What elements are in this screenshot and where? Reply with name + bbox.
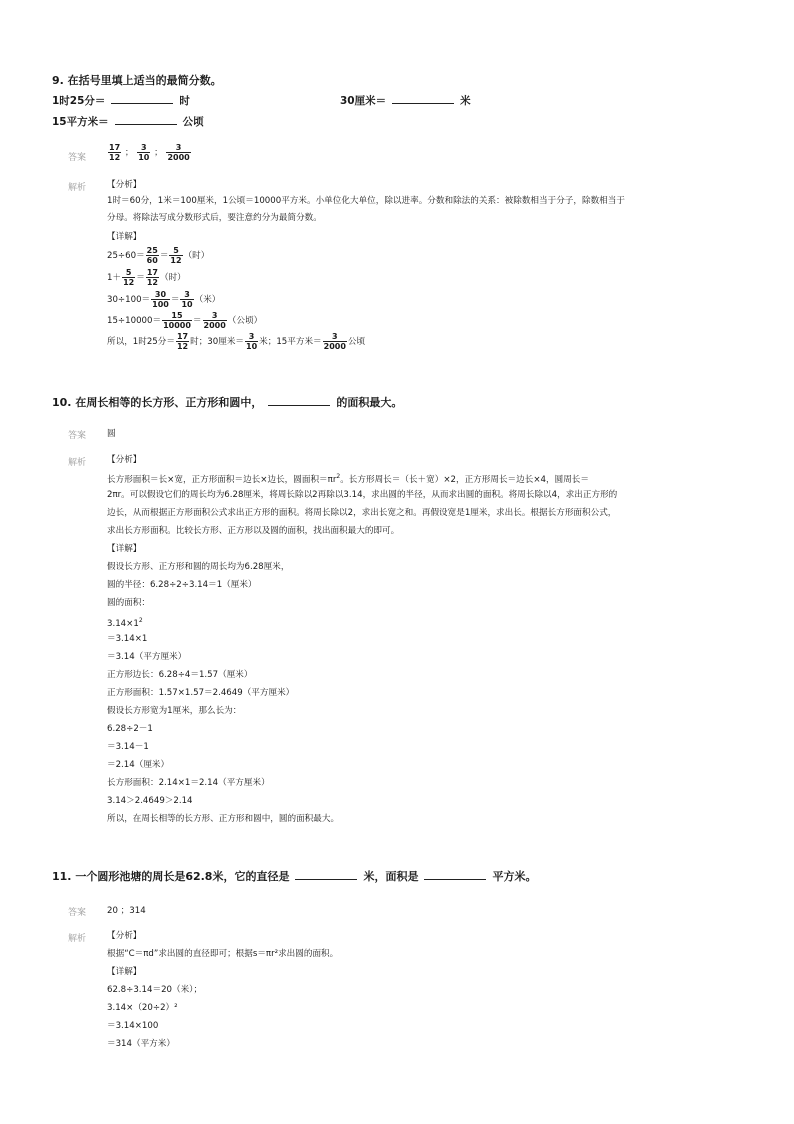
- q9-item-3: [52, 114, 204, 129]
- analysis-text: 边长，从而根据正方形面积公式求出正方形的面积。将周长除以2，求出长宽之和。再假设宽是1厘米，求出长。根据长方形面积公式，: [107, 508, 617, 518]
- q9-item-2-unit: 米: [460, 95, 471, 107]
- answer-label: 答案: [68, 153, 87, 163]
- calc-line: 圆的半径：6.28÷2÷3.14＝1（厘米）: [107, 580, 257, 590]
- calc-line: 62.8÷3.14＝20（米）；: [107, 985, 203, 995]
- calc-line: 1＋ $\frac{5}{12}$ ＝ $\frac{17}{12}$ （时）: [107, 268, 186, 287]
- answer-blank[interactable]: [392, 93, 454, 104]
- fraction: $\frac{3}{2000}$: [167, 143, 190, 162]
- q9-item-1-text: 1时25分＝: [52, 95, 106, 107]
- calc-line: 3.14＞2.4649＞2.14: [107, 796, 193, 806]
- calc-line: 3.14×（20÷2）²: [107, 1003, 178, 1013]
- q9-item-1-unit: 时: [179, 95, 190, 107]
- calc-line: 正方形面积：1.57×1.57＝2.4649（平方厘米）: [107, 688, 295, 698]
- fraction: $\frac{3}{10}$: [138, 143, 150, 162]
- analysis-text: 分母。将除法写成分数形式后，要注意约分为最简分数。: [107, 213, 322, 223]
- calc-line: 长方形面积：2.14×1＝2.14（平方厘米）: [107, 778, 270, 788]
- analysis-label: 解析: [68, 934, 87, 944]
- q11-title: 11. 一个圆形池塘的周长是62.8米，它的直径是 米，面积是 平方米。: [52, 870, 537, 883]
- analysis-text: 长方形面积＝长×宽，正方形面积＝边长×边长，圆面积$=\pi r^2$。长方形周长＝（长＋宽）×2，正方形周长＝边长×4，圆周长＝: [107, 473, 589, 485]
- analysis-heading: 【分析】: [107, 455, 142, 465]
- calc-line: ＝3.14（平方厘米）: [107, 652, 187, 662]
- calc-line: 25÷60＝ $\frac{25}{60}$ ＝ $\frac{5}{12}$ （时）: [107, 246, 210, 265]
- analysis-label: 解析: [68, 458, 87, 468]
- calc-line: ＝2.14（厘米）: [107, 760, 170, 770]
- calc-line: 正方形边长：6.28÷4＝1.57（厘米）: [107, 670, 253, 680]
- calc-line: ＝314（平方米）: [107, 1039, 175, 1049]
- analysis-text: 求出长方形面积。比较长方形、正方形以及圆的面积，找出面积最大的即可。: [107, 526, 400, 536]
- analysis-label: 解析: [68, 183, 87, 193]
- analysis-heading: 【分析】: [107, 180, 142, 190]
- analysis-text: 根据“C＝πd”求出圆的直径即可；根据s＝πr²求出圆的面积。: [107, 949, 339, 959]
- calc-line: 圆的面积：: [107, 598, 150, 608]
- answer-blank[interactable]: [268, 395, 330, 406]
- calc-line: 15÷10000＝ $\frac{15}{10000}$ ＝ $\frac{3}{2000}$ （公顷）: [107, 311, 263, 330]
- answer-blank[interactable]: [111, 93, 173, 104]
- q9-title: 9. 在括号里填上适当的最简分数。: [52, 74, 222, 87]
- calc-line: 所以，1时25分＝ $\frac{17}{12}$ 时；30厘米＝ $\frac{3}{10}$ 米；15平方米＝ $\frac{3}{2000}$ 公顷: [107, 332, 366, 351]
- q9-item-2-text: 30厘米＝: [340, 95, 387, 107]
- calc-line: 30÷100＝ $\frac{30}{100}$ ＝ $\frac{3}{10}$ （米）: [107, 290, 221, 309]
- calc-line: 假设长方形宽为1厘米，那么长为：: [107, 706, 242, 716]
- calc-line: 6.28÷2－1: [107, 724, 153, 734]
- detail-heading: 【详解】: [107, 232, 142, 242]
- calc-line: 假设长方形、正方形和圆的周长均为6.28厘米，: [107, 562, 290, 572]
- q10-answer: 圆: [107, 429, 116, 439]
- answer-blank[interactable]: [424, 869, 486, 880]
- q9-item-3-unit: 公顷: [182, 116, 204, 128]
- analysis-text: 1时＝60分，1米＝100厘米，1公顷＝10000平方米。小单位化大单位，除以进率。分数和除法的关系：被除数相当于分子，除数相当于: [107, 196, 625, 206]
- q9-answer: $\frac{17}{12}$ ； $\frac{3}{10}$ ； $\frac{3}{2000}$: [109, 143, 190, 162]
- q9-item-2: [340, 93, 471, 108]
- analysis-heading: 【分析】: [107, 931, 142, 941]
- q11-answer: 20 ；314: [107, 906, 146, 916]
- q10-title: 10. 在周长相等的长方形、正方形和圆中， 的面积最大。: [52, 396, 403, 409]
- calc-line: ＝3.14－1: [107, 742, 149, 752]
- answer-label: 答案: [68, 431, 87, 441]
- answer-blank[interactable]: [115, 114, 177, 125]
- answer-blank[interactable]: [295, 869, 357, 880]
- calc-line: ＝3.14×1: [107, 634, 148, 644]
- q9-item-3-text: 15平方米＝: [52, 116, 109, 128]
- calc-line: 所以，在周长相等的长方形、正方形和圆中，圆的面积最大。: [107, 814, 340, 824]
- calc-line: ＝3.14×100: [107, 1021, 159, 1031]
- detail-heading: 【详解】: [107, 544, 142, 554]
- calc-line: $3.14\times 1^2$: [107, 617, 143, 629]
- detail-heading: 【详解】: [107, 967, 142, 977]
- answer-label: 答案: [68, 908, 87, 918]
- fraction: $\frac{17}{12}$: [109, 143, 121, 162]
- q9-item-1: [52, 93, 190, 108]
- analysis-text: 2πr。可以假设它们的周长均为6.28厘米，将周长除以2再除以3.14，求出圆的半径，从而求出圆的面积。将周长除以4，求出正方形的: [107, 490, 618, 500]
